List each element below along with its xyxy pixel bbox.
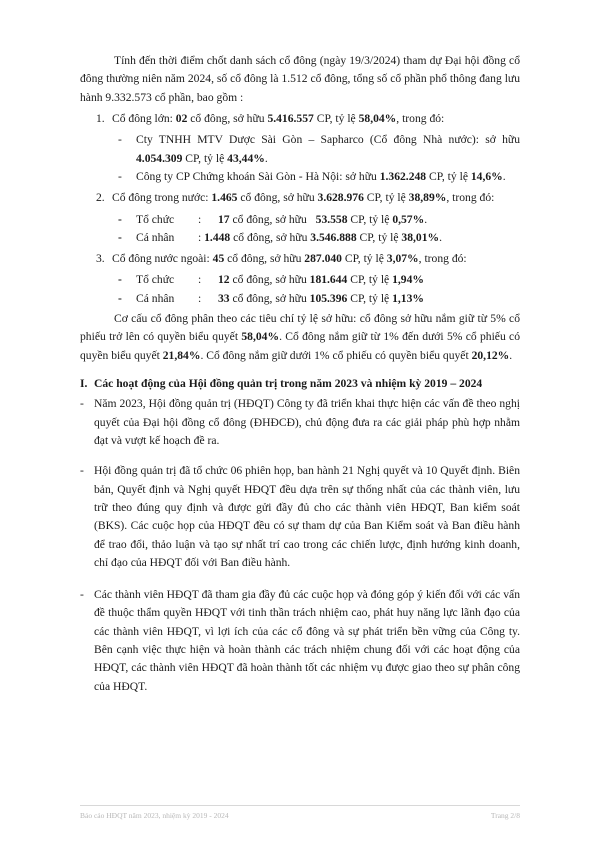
value: 58,04%: [241, 330, 280, 344]
colon: :: [198, 291, 202, 305]
bullet-item: [80, 395, 520, 450]
intro-paragraph: [80, 52, 520, 107]
section-number: I.: [80, 377, 88, 390]
value: 4.054.309: [136, 151, 183, 165]
colon: :: [198, 273, 202, 287]
text: CP, tỷ lệ: [426, 169, 471, 183]
dash-marker: -: [118, 273, 122, 287]
value: 1,94%: [392, 273, 424, 287]
text: CP, tỷ lệ: [363, 191, 409, 205]
value: 3.546.888: [310, 230, 357, 244]
dash-marker: -: [80, 464, 84, 478]
value: 12: [218, 273, 230, 287]
text: cổ đông, sở hữu: [229, 291, 310, 305]
bullet-item: [80, 586, 520, 696]
value: 181.644: [309, 273, 348, 287]
page-footer: [80, 805, 520, 820]
list-number: 3.: [96, 252, 105, 266]
text: . Cổ đông nắm giữ dưới 1% cổ phiếu có quyền biểu quyết: [200, 348, 472, 362]
text: .: [509, 348, 513, 362]
foreign-organizations-row: [80, 271, 520, 289]
text: CP, tỷ lệ: [182, 151, 228, 165]
list-item-major-shareholders: [80, 110, 520, 128]
value: 58,04%: [358, 111, 397, 125]
text: cổ đông, sở hữu: [229, 273, 310, 287]
text: CP, tỷ lệ: [347, 273, 393, 287]
text: .: [424, 212, 428, 226]
page-content: [80, 52, 520, 696]
value: 53.558: [315, 212, 348, 226]
bullet-text: Năm 2023, Hội đồng quản trị (HĐQT) Công ty đã triển khai thực hiện các vấn đề theo nghị quyết của Đại hội đồng cổ đông (ĐHĐCĐ), chủ động đưa ra các giải pháp phù hợp nhằm đạt và vượt kế hoạch đề ra.: [94, 397, 520, 447]
text: Cổ đông lớn:: [112, 111, 176, 125]
dash-marker: -: [118, 230, 122, 244]
dash-marker: -: [80, 397, 84, 411]
intro-text: Tính đến thời điểm chốt danh sách cổ đông (ngày 19/3/2024) tham dự Đại hội đồng cổ đông thường niên năm 2024, số cổ đông là 1.512 cổ đông, tổng số cổ phần phổ thông đang lưu hành 9.332.573 cổ phần, bao gồm :: [80, 54, 520, 104]
text: Cơ cấu cổ đông phân theo các tiêu chí tỷ lệ sở hữu: cổ đông sở hữu nắm giữ từ 5% cổ phiếu trở lên có quyền biểu quyết: [80, 312, 520, 344]
sub-item-shs: [80, 168, 520, 186]
footer-report-title: Báo cáo HĐQT năm 2023, nhiệm kỳ 2019 - 2024: [80, 811, 229, 820]
text: CP, tỷ lệ: [313, 111, 359, 125]
bullet-text: Các thành viên HĐQT đã tham gia đầy đủ các cuộc họp và đóng góp ý kiến đối với các vấn đề thuộc thẩm quyền HĐQT với tinh thần trách nhiệm cao, phát huy năng lực lãnh đạo của các thành viên HĐQT, vì lợi ích của các cổ đông và sự phát triển bền vững của Công ty. Bên cạnh việc thực hiện và hoàn thành các trách nhiệm chung đối với các hoạt động của HĐQT, các thành viên HĐQT đã hoàn thành tốt các nhiệm vụ được giao theo sự phân công của HĐQT.: [94, 588, 520, 693]
value: 0,57%: [392, 212, 425, 226]
list-item-foreign-shareholders: [80, 250, 520, 268]
value: 14,6%: [470, 169, 503, 183]
value: 3.628.976: [317, 191, 364, 205]
text: , trong đó:: [446, 191, 495, 205]
value: 287.040: [304, 252, 342, 266]
value: 17: [218, 212, 230, 226]
text: CP, tỷ lệ: [347, 212, 393, 226]
domestic-individuals-row: [80, 229, 520, 247]
value: 21,84%: [162, 348, 201, 362]
text: Cổ đông nước ngoài:: [112, 252, 213, 266]
ownership-structure-paragraph: [80, 310, 520, 365]
value: 20,12%: [471, 348, 510, 362]
text: .: [439, 230, 443, 244]
foreign-individuals-row: [80, 290, 520, 308]
dash-marker: -: [118, 169, 122, 183]
row-label: Tổ chức: [136, 212, 175, 226]
value: 1.448: [204, 230, 231, 244]
dash-marker: -: [118, 133, 122, 147]
colon: :: [198, 230, 205, 244]
value: 43,44%: [227, 151, 265, 165]
value: 33: [218, 291, 230, 305]
value: 1.362.248: [379, 169, 427, 183]
text: Cổ đông trong nước:: [112, 191, 212, 205]
text: Công ty CP Chứng khoán Sài Gòn - Hà Nội: sở hữu: [136, 169, 380, 183]
text: . Cổ đông nắm giữ từ 1% đến dưới 5% cổ phiếu có quyền biểu quyết: [80, 330, 521, 362]
footer-page-number: Trang 2/8: [490, 811, 520, 820]
text: cổ đông, sở hữu: [229, 212, 310, 226]
dash-marker: -: [118, 212, 122, 226]
list-item-domestic-shareholders: [80, 189, 520, 207]
shareholder-list: [80, 110, 520, 308]
domestic-organizations-row: [80, 211, 520, 229]
text: , trong đó:: [396, 111, 445, 125]
row-label: Cá nhân: [136, 291, 175, 305]
text: CP, tỷ lệ: [341, 252, 387, 266]
text: Cty TNHH MTV Dược Sài Gòn – Sapharco (Cổ đông Nhà nước): sở hữu: [136, 133, 520, 147]
text: .: [502, 169, 506, 183]
dash-marker: -: [80, 588, 84, 602]
text: , trong đó:: [418, 252, 467, 266]
text: cổ đông, sở hữu: [224, 252, 305, 266]
section-title: Các hoạt động của Hội đồng quản trị trong năm 2023 và nhiệm kỳ 2019 – 2024: [94, 377, 483, 390]
text: .: [264, 151, 268, 165]
list-number: 2.: [96, 191, 105, 205]
value: 105.396: [309, 291, 348, 305]
value: 1,13%: [392, 291, 424, 305]
text: CP, tỷ lệ: [347, 291, 393, 305]
value: 02: [175, 111, 188, 125]
colon: :: [198, 212, 202, 226]
dash-marker: -: [118, 291, 122, 305]
text: cổ đông, sở hữu: [187, 111, 268, 125]
row-label: Cá nhân: [136, 230, 175, 244]
value: 1.465: [211, 191, 238, 205]
sub-item-sapharco: [80, 131, 520, 168]
value: 38,89%: [408, 191, 447, 205]
section-heading: [80, 375, 520, 393]
value: 5.416.557: [267, 111, 314, 125]
text: cổ đông, sở hữu: [237, 191, 318, 205]
row-label: Tổ chức: [136, 273, 175, 287]
bullet-text: Hội đồng quản trị đã tổ chức 06 phiên họp, ban hành 21 Nghị quyết và 10 Quyết định. Biên bản, Quyết định và Nghị quyết HĐQT đều dựa trên sự thống nhất của các thành viên, lưu trữ theo đúng quy định và được gửi đầy đủ cho các thành viên HĐQT, Ban kiểm soát (BKS). Các cuộc họp của HĐQT đều có sự tham dự của Ban Kiểm soát và Ban điều hành để trao đổi, thảo luận và tạo sự nhất trí cao trong các chiến lược, định hướng kinh doanh, chỉ đạo của HĐQT đối với Ban điều hành.: [94, 464, 520, 569]
value: 38,01%: [401, 230, 440, 244]
value: 45: [212, 252, 225, 266]
text: CP, tỷ lệ: [356, 230, 402, 244]
value: 3,07%: [386, 252, 419, 266]
bullet-item: [80, 462, 520, 572]
list-number: 1.: [96, 111, 105, 125]
text: cổ đông, sở hữu: [230, 230, 311, 244]
